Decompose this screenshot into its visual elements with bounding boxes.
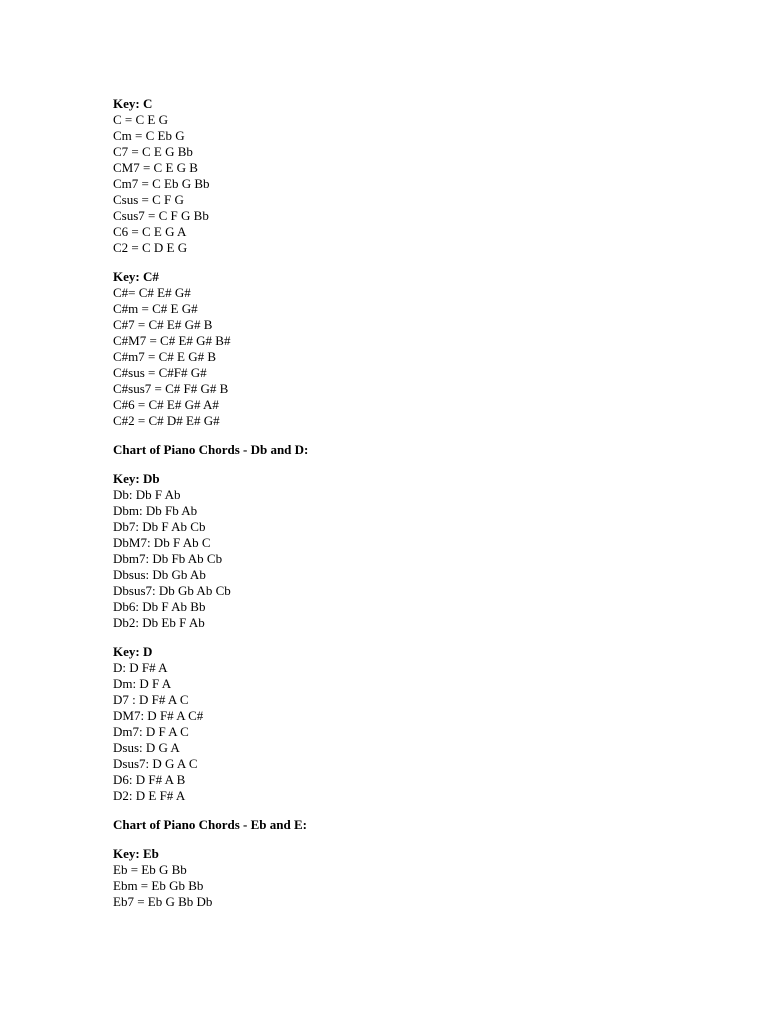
key-c-section — [113, 96, 713, 256]
chord-line: C = C E G — [113, 112, 169, 127]
chord-line: D7 : D F# A C — [113, 692, 189, 707]
key-heading: Key: C# — [113, 269, 159, 284]
chord-line: Cm = C Eb G — [113, 128, 185, 143]
chord-line: Dbsus: Db Gb Ab — [113, 567, 206, 582]
spacer — [113, 458, 713, 471]
key-heading: Key: C — [113, 96, 153, 111]
spacer — [113, 429, 713, 442]
key-db-section — [113, 471, 713, 631]
chord-line: C6 = C E G A — [113, 224, 187, 239]
chord-line: Dsus: D G A — [113, 740, 180, 755]
chord-line: C#m = C# E G# — [113, 301, 198, 316]
chord-line: CM7 = C E G B — [113, 160, 198, 175]
chord-line: C#M7 = C# E# G# B# — [113, 333, 231, 348]
chord-line: C#m7 = C# E G# B — [113, 349, 217, 364]
key-d-section — [113, 644, 713, 804]
key-heading: Key: Eb — [113, 846, 159, 861]
chord-line: DM7: D F# A C# — [113, 708, 204, 723]
chord-line: Dm7: D F A C — [113, 724, 189, 739]
chord-line: D: D F# A — [113, 660, 168, 675]
chord-line: C#2 = C# D# E# G# — [113, 413, 220, 428]
chord-line: Dbsus7: Db Gb Ab Cb — [113, 583, 231, 598]
chord-line: Db7: Db F Ab Cb — [113, 519, 206, 534]
chord-line: Eb = Eb G Bb — [113, 862, 187, 877]
key-heading: Key: D — [113, 644, 153, 659]
chord-line: C#= C# E# G# — [113, 285, 191, 300]
chart-heading: Chart of Piano Chords - Eb and E: — [113, 817, 307, 832]
chord-line: Db: Db F Ab — [113, 487, 181, 502]
chord-line: Dm: D F A — [113, 676, 172, 691]
chord-line: Db2: Db Eb F Ab — [113, 615, 205, 630]
chord-line: Eb7 = Eb G Bb Db — [113, 894, 213, 909]
key-c-sharp-section — [113, 269, 713, 429]
chord-line: Ebm = Eb Gb Bb — [113, 878, 204, 893]
spacer — [113, 833, 713, 846]
chord-line: Dbm7: Db Fb Ab Cb — [113, 551, 223, 566]
chord-line: Dbm: Db Fb Ab — [113, 503, 198, 518]
chord-line: C#6 = C# E# G# A# — [113, 397, 219, 412]
key-eb-section — [113, 846, 713, 910]
spacer — [113, 804, 713, 817]
chord-line: Csus = C F G — [113, 192, 184, 207]
chord-line: C#7 = C# E# G# B — [113, 317, 213, 332]
spacer — [113, 631, 713, 644]
chord-line: D6: D F# A B — [113, 772, 186, 787]
chord-line: Db6: Db F Ab Bb — [113, 599, 206, 614]
chord-line: C7 = C E G Bb — [113, 144, 193, 159]
chord-line: C#sus7 = C# F# G# B — [113, 381, 229, 396]
chord-line: D2: D E F# A — [113, 788, 186, 803]
chord-line: Dsus7: D G A C — [113, 756, 198, 771]
chart-heading: Chart of Piano Chords - Db and D: — [113, 442, 309, 457]
spacer — [113, 256, 713, 269]
chord-line: DbM7: Db F Ab C — [113, 535, 211, 550]
key-heading: Key: Db — [113, 471, 160, 486]
chord-line: Csus7 = C F G Bb — [113, 208, 209, 223]
chord-line: Cm7 = C Eb G Bb — [113, 176, 210, 191]
chord-line: C2 = C D E G — [113, 240, 188, 255]
document-page — [113, 96, 713, 910]
chord-line: C#sus = C#F# G# — [113, 365, 207, 380]
